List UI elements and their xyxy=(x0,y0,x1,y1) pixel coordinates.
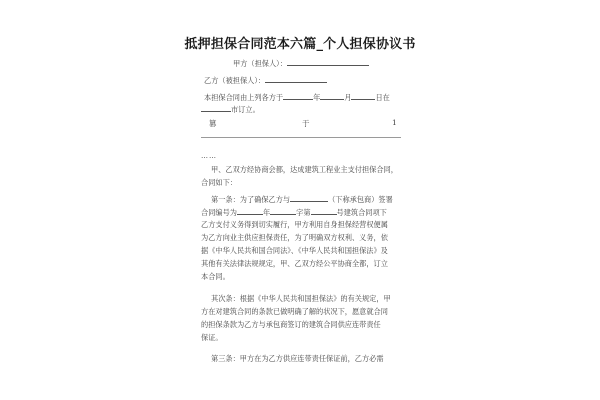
document-title: 抵押担保合同范本六篇_个人担保协议书 xyxy=(184,37,416,52)
para1-line-2: 合同如下： xyxy=(201,178,237,187)
article2-line-4: 保证。 xyxy=(201,333,223,342)
article1-line-7: 本合同。 xyxy=(201,272,230,281)
article1-line-5: 据《中华人民共和国合同法》、《中华人民共和国担保法》及 xyxy=(201,246,388,255)
article3-line-1: 第三条：甲方在为乙方供应连带责任保证前，乙方必需 xyxy=(211,354,384,363)
article2-line-3: 的担保条款为乙方与承包商签订的建筑合同供应连带责任 xyxy=(201,320,381,329)
article1-line-4: 为乙方向业主供应担保责任，为了明确双方权利、义务，依 xyxy=(201,233,388,242)
party-a-label: 甲方（担保人）： xyxy=(233,59,287,68)
party-b-label: 乙方（被担保人）： xyxy=(204,76,266,85)
party-a-line xyxy=(201,57,443,69)
para1-line-1: 甲、乙双方经协商会都，达成建筑工程业主支付担保合同， xyxy=(211,165,398,174)
intro-line-1: 本担保合同由上列各方于 年 月 日在 xyxy=(204,93,390,102)
toc-right-char: 1 xyxy=(392,118,397,127)
ellipsis-dots: …… xyxy=(201,152,217,160)
intro-line-2: 市订立。 xyxy=(201,103,411,115)
party-a-blank xyxy=(287,57,369,66)
article1-line-3: 乙方支付义务得到切实履行，甲方利用自身担保经营权便属 xyxy=(201,220,388,229)
article2-line-1: 其次条：根据《中华人民共和国担保法》的有关规定，甲 xyxy=(211,294,391,303)
divider-rule xyxy=(201,137,401,138)
article1-line-6: 其他有关法律法规规定，甲、乙双方经公平协商全都，订立 xyxy=(201,259,388,268)
party-b-blank xyxy=(265,74,327,83)
toc-left-char: 篡 xyxy=(209,119,217,128)
article2-line-2: 方在对建筑合同的条款已做明确了解的状况下，愿意就合同 xyxy=(201,307,388,316)
article1-line-1: 第一条：为了确保乙方与 （下称承包商）签署 xyxy=(211,195,393,204)
article1-line-2: 合同编号为 年 字第 号建筑合同项下 xyxy=(201,208,387,217)
toc-mid-char: 于 xyxy=(302,119,310,128)
party-b-line xyxy=(201,74,414,86)
